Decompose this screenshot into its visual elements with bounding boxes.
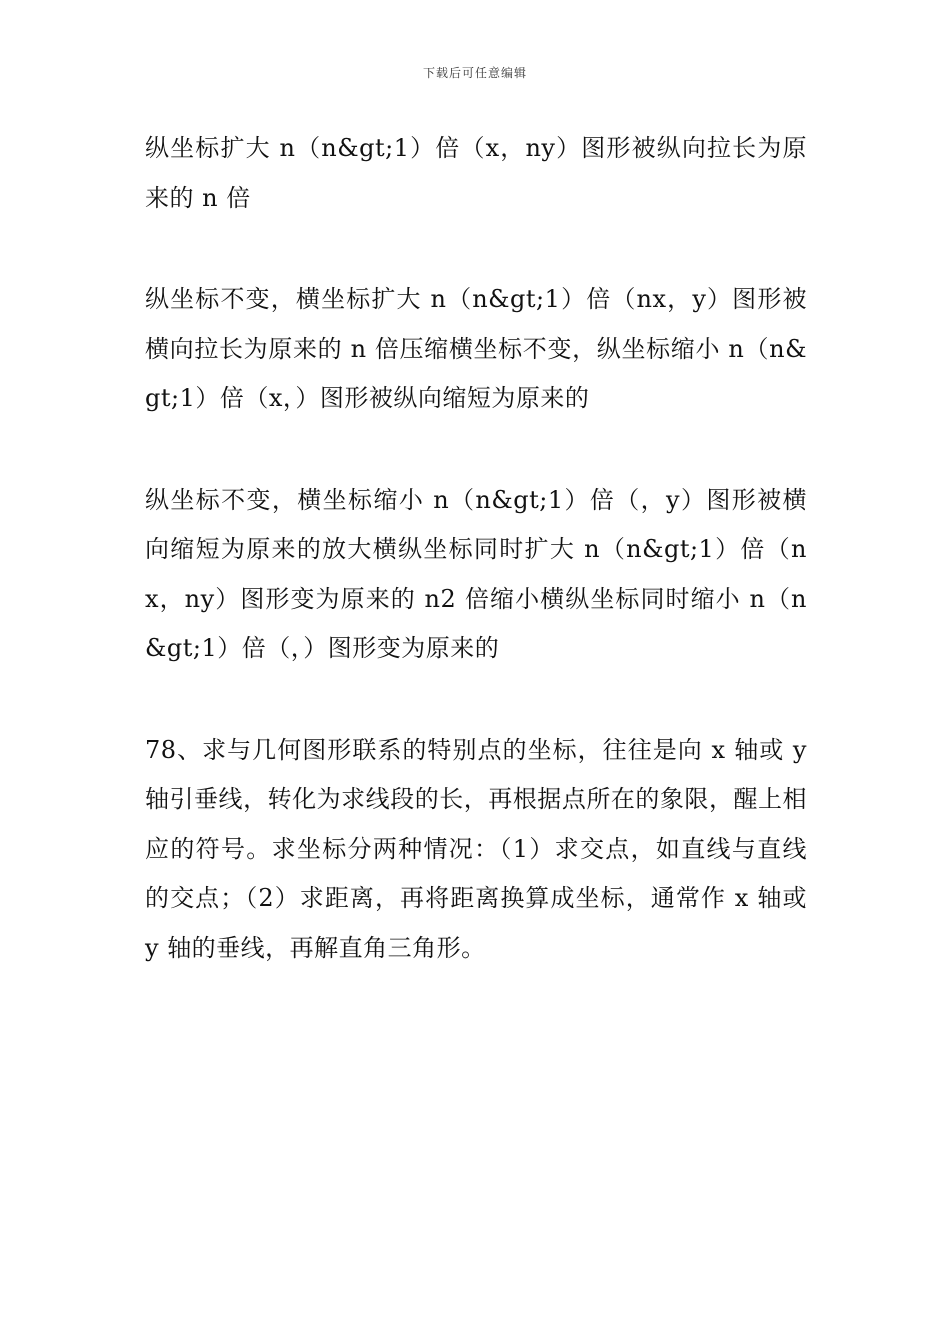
document-body	[145, 124, 807, 1025]
paragraph-horizontal-stretch: 纵坐标不变，横坐标扩大 n（n&gt;1）倍（nx，y）图形被横向拉长为原来的 n 倍压缩横坐标不变，纵坐标缩小 n（n&gt;1）倍（x，）图形被纵向缩短为原来的	[145, 285, 807, 412]
paragraph-special-point-coordinates: 78、求与几何图形联系的特别点的坐标，往往是向 x 轴或 y 轴引垂线，转化为求线段的长，再根据点所在的象限，醒上相应的符号。求坐标分两种情况：（1）求交点，如直线与直线的交点；（2）求距离，再将距离换算成坐标，通常作 x 轴或 y 轴的垂线，再解直角三角形。	[145, 735, 807, 962]
paragraph-vertical-stretch: 纵坐标扩大 n（n&gt;1）倍（x，ny）图形被纵向拉长为原来的 n 倍	[145, 134, 807, 212]
paragraph-horizontal-shrink: 纵坐标不变，横坐标缩小 n（n&gt;1）倍（，y）图形被横向缩短为原来的放大横纵坐标同时扩大 n（n&gt;1）倍（nx，ny）图形变为原来的 n2 倍缩小横纵坐标同时缩小 n（n&gt;1）倍（，）图形变为原来的	[145, 485, 807, 662]
page-header: 下载后可任意编辑	[422, 66, 527, 80]
